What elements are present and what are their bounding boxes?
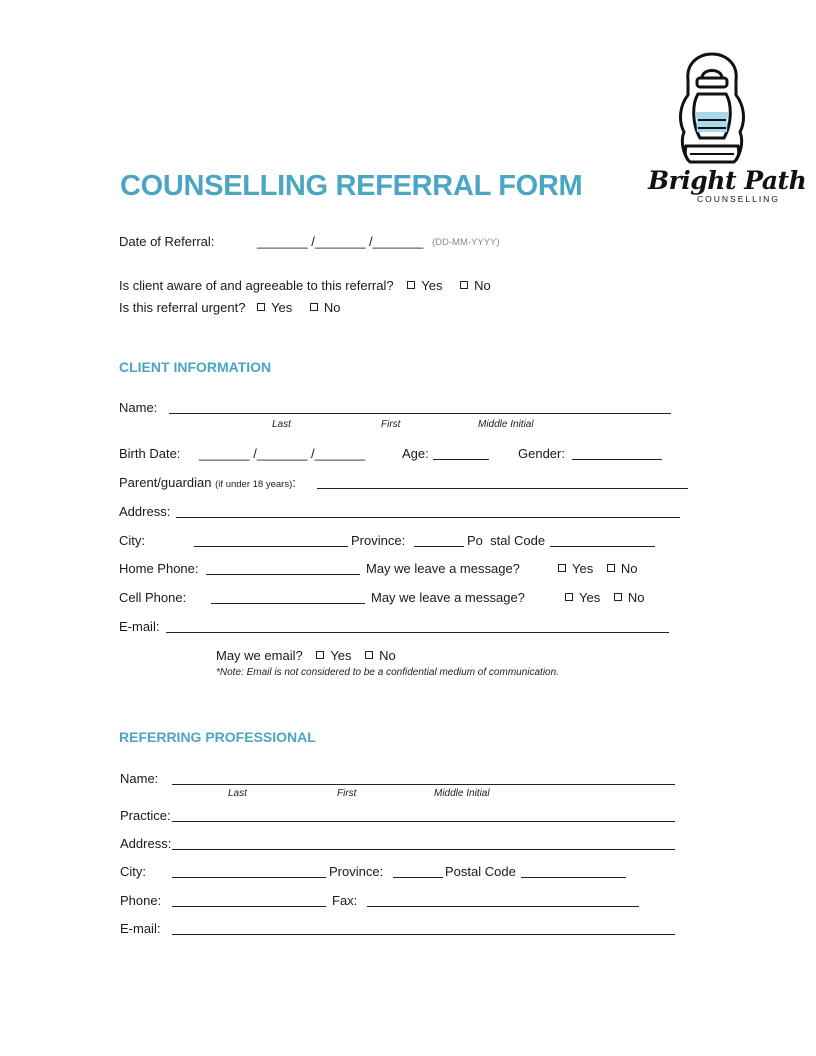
professional-address-label: Address: — [120, 836, 172, 851]
client-province-label: Province: — [351, 533, 406, 548]
checkbox-icon[interactable] — [614, 593, 622, 601]
age-field[interactable] — [433, 459, 489, 460]
professional-name-field[interactable] — [172, 784, 675, 785]
client-last-name-hint: Last — [272, 419, 291, 430]
client-first-name-hint: First — [381, 419, 401, 430]
may-email-label: May we email? — [216, 648, 303, 663]
client-aware-yes-option[interactable]: Yes — [407, 278, 442, 293]
checkbox-icon[interactable] — [316, 651, 324, 659]
page-title: COUNSELLING REFERRAL FORM — [120, 170, 583, 202]
professional-name-label: Name: — [120, 771, 159, 786]
may-email-question — [216, 648, 396, 663]
checkbox-icon[interactable] — [565, 593, 573, 601]
referring-professional-heading: REFERRING PROFESSIONAL — [119, 729, 316, 745]
client-aware-question — [119, 278, 491, 293]
client-city-label: City: — [119, 533, 145, 548]
logo-wordmark: Bright Path — [648, 166, 807, 195]
professional-province-field[interactable] — [393, 877, 443, 878]
checkbox-icon[interactable] — [607, 564, 615, 572]
parent-guardian-note: (if under 18 years) — [215, 479, 293, 490]
checkbox-icon[interactable] — [257, 303, 265, 311]
cell-message-yes-option[interactable]: Yes — [565, 590, 600, 605]
professional-postal-code-field[interactable] — [521, 877, 626, 878]
client-aware-no-option[interactable]: No — [460, 278, 491, 293]
birth-date-field[interactable]: _______ /_______ /_______ — [199, 446, 366, 461]
professional-fax-field[interactable] — [367, 906, 639, 907]
parent-guardian-field[interactable] — [317, 488, 688, 489]
client-postal-code-field[interactable] — [550, 546, 655, 547]
checkbox-icon[interactable] — [407, 281, 415, 289]
home-phone-field[interactable] — [206, 574, 360, 575]
client-email-label: E-mail: — [119, 619, 160, 634]
cell-message-question: May we leave a message? — [371, 590, 525, 605]
logo-subtitle: COUNSELLING — [697, 194, 780, 204]
home-message-yes-option[interactable]: Yes — [558, 561, 593, 576]
professional-middle-initial-hint: Middle Initial — [434, 788, 490, 799]
professional-province-label: Province: — [329, 864, 384, 879]
urgent-yes-option[interactable]: Yes — [257, 300, 292, 315]
professional-address-field[interactable] — [172, 849, 675, 850]
cell-phone-field[interactable] — [211, 603, 365, 604]
professional-phone-label: Phone: — [120, 893, 162, 908]
client-name-label: Name: — [119, 400, 158, 415]
email-confidentiality-note: *Note: Email is not considered to be a confidential medium of communication. — [216, 667, 559, 678]
practice-field[interactable] — [172, 821, 675, 822]
practice-label: Practice: — [120, 808, 171, 823]
cell-phone-label: Cell Phone: — [119, 590, 187, 605]
urgent-no-option[interactable]: No — [310, 300, 341, 315]
client-province-field[interactable] — [414, 546, 464, 547]
cell-message-no-option[interactable]: No — [614, 590, 645, 605]
date-format-hint: (DD-MM-YYYY) — [432, 237, 500, 248]
home-phone-label: Home Phone: — [119, 561, 199, 576]
client-middle-initial-hint: Middle Initial — [478, 419, 534, 430]
date-of-referral-label: Date of Referral: — [119, 234, 215, 249]
urgent-label: Is this referral urgent? — [119, 300, 246, 315]
age-label: Age: — [402, 446, 429, 461]
professional-city-field[interactable] — [172, 877, 326, 878]
client-city-field[interactable] — [194, 546, 348, 547]
date-of-referral-field[interactable]: _______ /_______ /_______ — [257, 234, 424, 249]
home-message-question: May we leave a message? — [366, 561, 520, 576]
checkbox-icon[interactable] — [558, 564, 566, 572]
client-postal-code-label: Po stal Code — [467, 533, 546, 548]
client-aware-label: Is client aware of and agreeable to this referral? — [119, 278, 394, 293]
urgent-question — [119, 300, 341, 315]
professional-first-name-hint: First — [337, 788, 357, 799]
parent-guardian-label: Parent/guardian (if under 18 years): — [119, 475, 296, 490]
home-message-no-option[interactable]: No — [607, 561, 638, 576]
may-email-yes-option[interactable]: Yes — [316, 648, 351, 663]
checkbox-icon[interactable] — [365, 651, 373, 659]
client-email-field[interactable] — [166, 632, 669, 633]
checkbox-icon[interactable] — [310, 303, 318, 311]
professional-city-label: City: — [120, 864, 146, 879]
client-address-label: Address: — [119, 504, 171, 519]
professional-fax-label: Fax: — [332, 893, 358, 908]
professional-last-name-hint: Last — [228, 788, 247, 799]
client-address-field[interactable] — [176, 517, 680, 518]
gender-field[interactable] — [572, 459, 662, 460]
client-name-field[interactable] — [169, 413, 671, 414]
professional-phone-field[interactable] — [172, 906, 326, 907]
birth-date-label: Birth Date: — [119, 446, 181, 461]
gender-label: Gender: — [518, 446, 565, 461]
professional-email-field[interactable] — [172, 934, 675, 935]
checkbox-icon[interactable] — [460, 281, 468, 289]
may-email-no-option[interactable]: No — [365, 648, 396, 663]
professional-email-label: E-mail: — [120, 921, 161, 936]
professional-postal-code-label: Postal Code — [445, 864, 516, 879]
client-information-heading: CLIENT INFORMATION — [119, 359, 272, 375]
